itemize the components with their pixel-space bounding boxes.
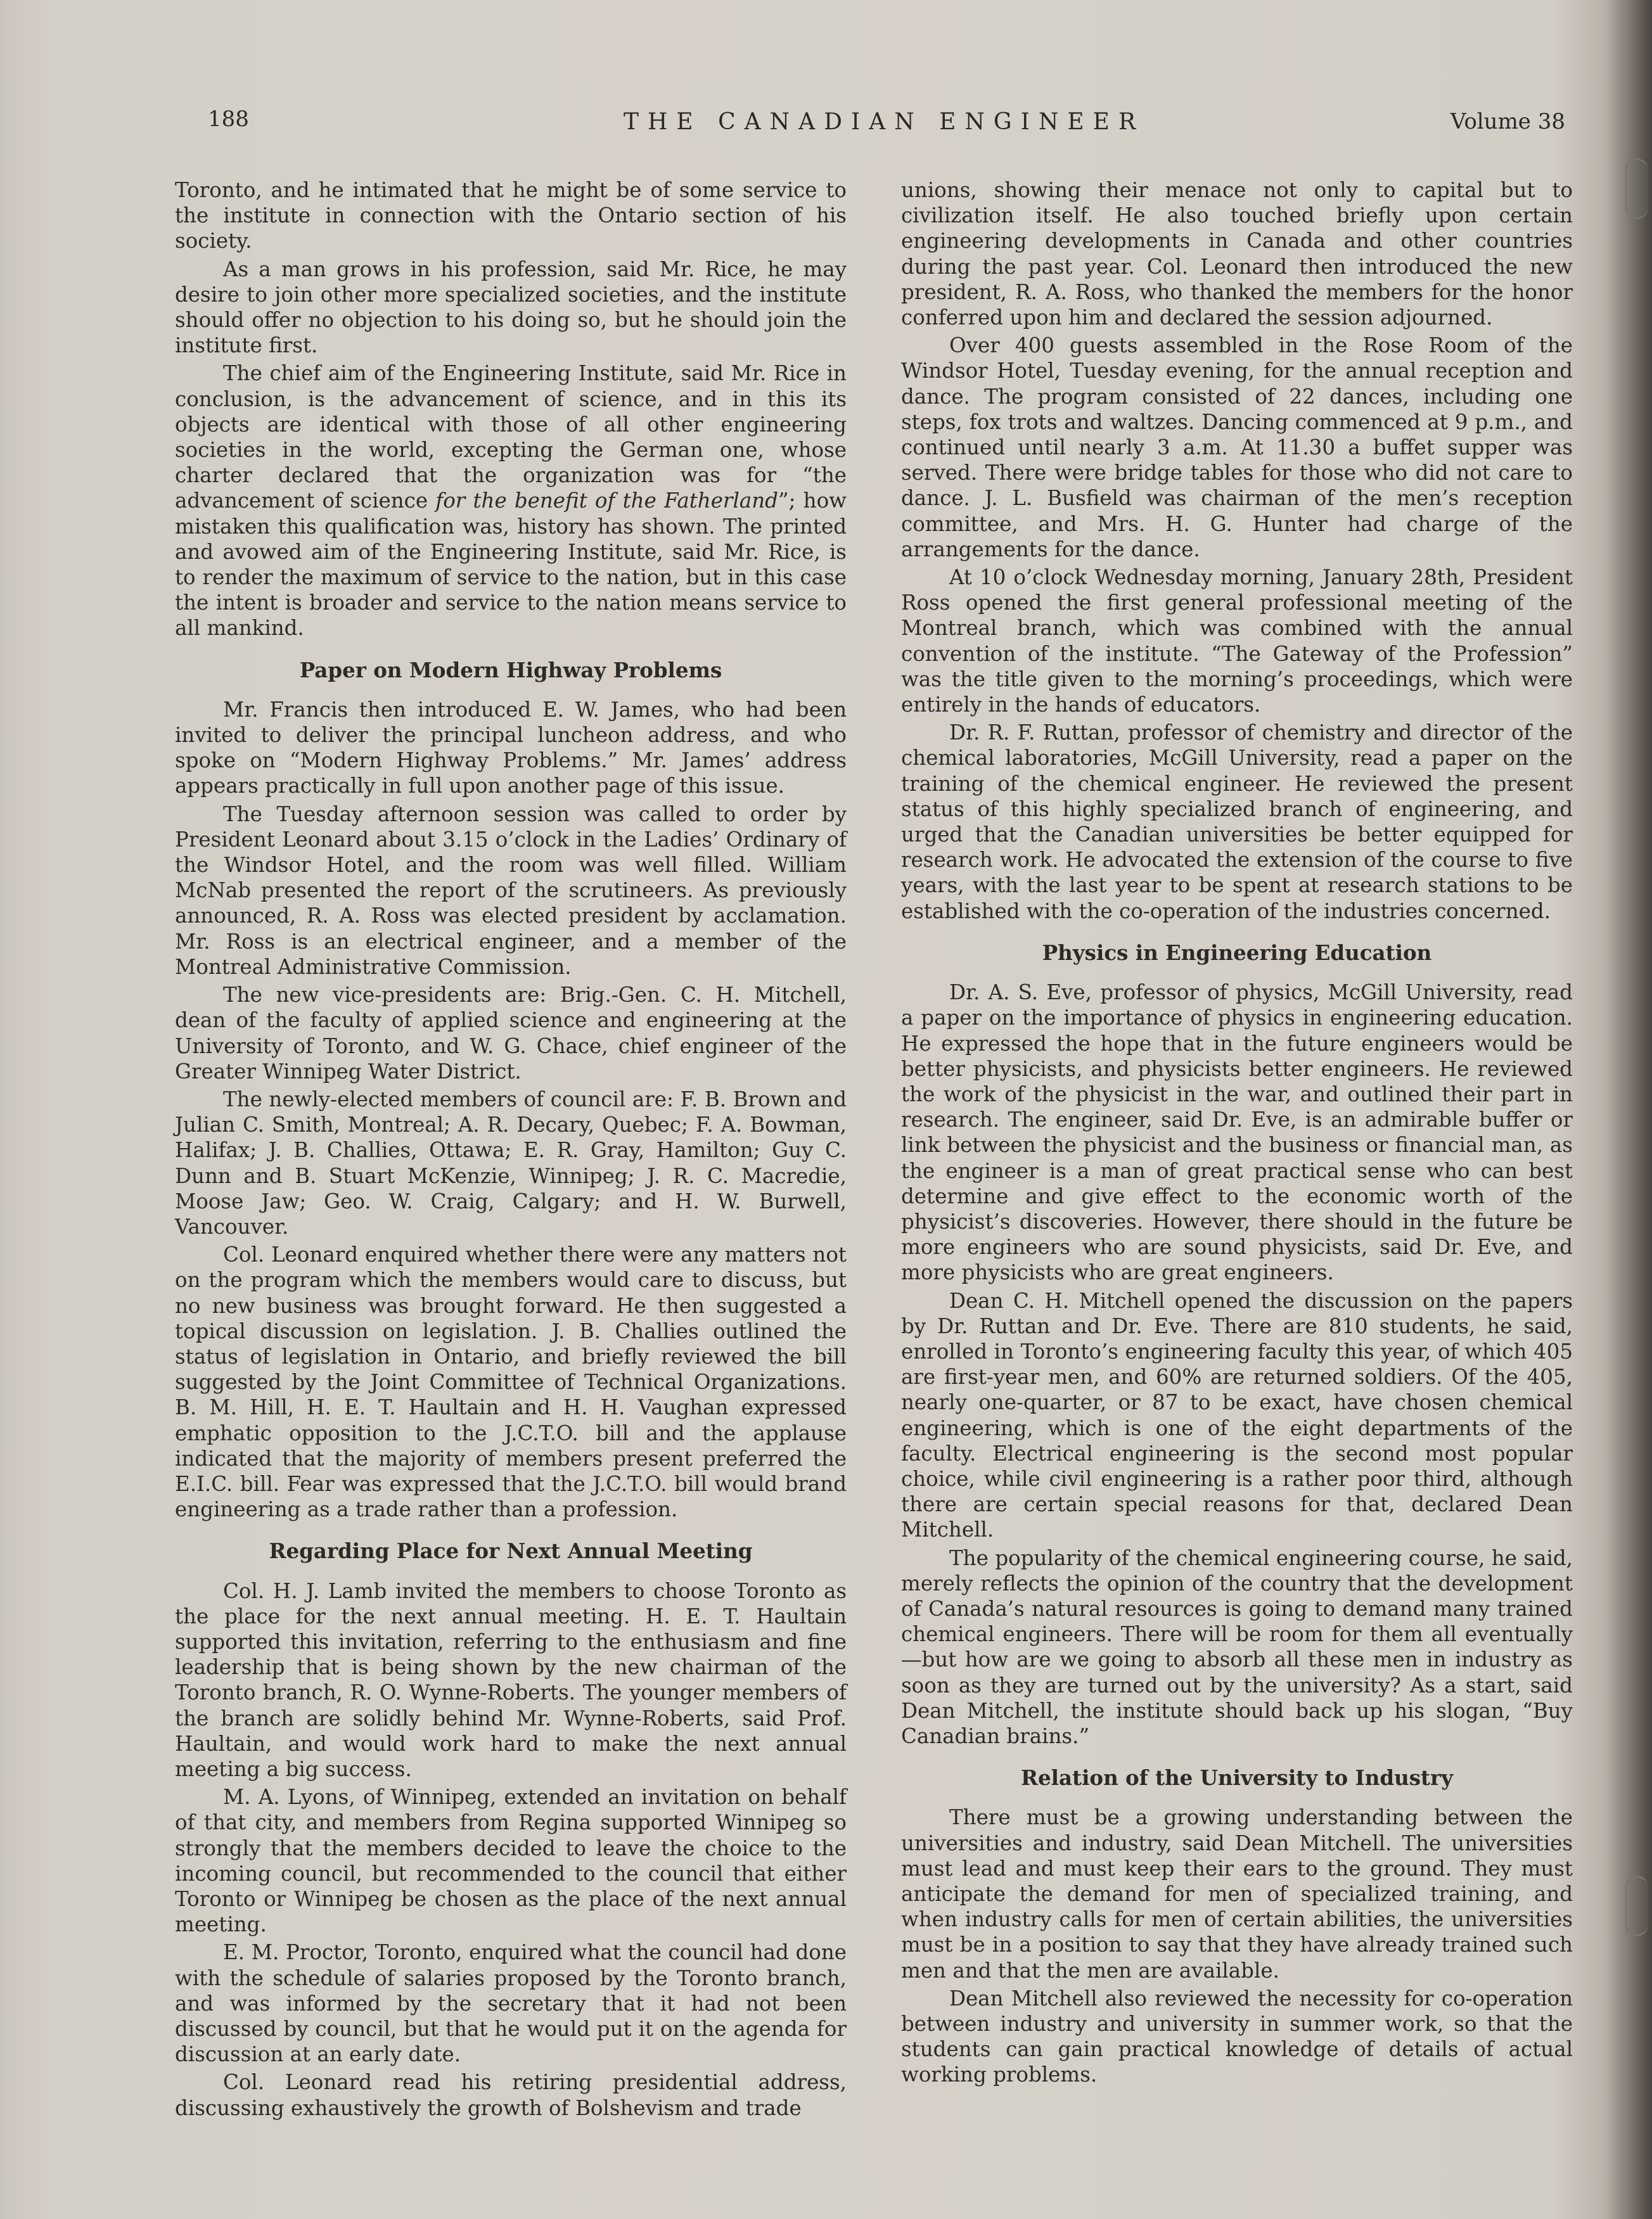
left-column bbox=[175, 177, 847, 2123]
italic-phrase: for the benefit of the Fatherland bbox=[435, 489, 778, 513]
section-heading: Physics in Engineering Education bbox=[1042, 940, 1432, 965]
paragraph: The new vice-presidents are: Brig.-Gen. C. H. Mitchell, dean of the faculty of applied science and engineering at the University of Toronto, and W. G. Chace, chief engineer of the Greater Winnipeg Water District. bbox=[175, 983, 847, 1084]
paragraph bbox=[175, 361, 847, 641]
paragraph: Dr. A. S. Eve, professor of physics, McGill University, read a paper on the importance of physics in engineering education. He expressed the hope that in the future engineers would be better physicists, and physicists better engineers. He reviewed the work of the physicist in the war, and outlined their part in research. The engineer, said Dr. Eve, is an admirable buffer or link between the physicist and the business or financial man, as the engineer is a man of great practical sense who can best determine and give effect to the economic worth of the physicist’s discoveries. However, there should in the future be more engineers who are sound physicists, said Dr. Eve, and more physicists who are great engineers. bbox=[901, 980, 1573, 1285]
paragraph: Dr. R. F. Ruttan, professor of chemistry and director of the chemical laboratories, McGill University, read a paper on the training of the chemical engineer. He reviewed the present status of this highly specialized branch of engineering, and urged that the Canadian universities be better equipped for research work. He advocated the extension of the course to five years, with the last year to be spent at research stations to be established with the co-operation of the industries concerned. bbox=[901, 720, 1573, 923]
paragraph: E. M. Proctor, Toronto, enquired what the council had done with the schedule of salaries proposed by the Toronto branch, and was informed by the secretary that it had not been discussed by council, but that he would put it on the agenda for discussion at an early date. bbox=[175, 1940, 847, 2067]
paragraph: Col. H. J. Lamb invited the members to choose Toronto as the place for the next annual meeting. H. E. T. Haultain supported this invitation, referring to the enthusiasm and fine leadership that is being shown by the new chairman of the Toronto branch, R. O. Wynne-Roberts. The younger members of the branch are solidly behind Mr. Wynne-Roberts, said Prof. Haultain, and would work hard to make the next annual meeting a big success. bbox=[175, 1578, 847, 1781]
paragraph: As a man grows in his profession, said Mr. Rice, he may desire to join other more specialized societies, and the institute should offer no objection to his doing so, but he should join the institute first. bbox=[175, 257, 847, 358]
text-run: The chief aim of the Engineering Institute, said Mr. Rice in conclusion, is the advancement of science, and in this its objects are identical with those of all other engineering societies in the world, excepting the German one, whose charter declared that the organization was for “the advancement of science bbox=[175, 361, 847, 513]
right-column bbox=[901, 177, 1573, 2090]
paragraph: The newly-elected members of council are: F. B. Brown and Julian C. Smith, Montreal; A. R. Decary, Quebec; F. A. Bowman, Halifax; J. B. Challies, Ottawa; E. R. Gray, Hamilton; Guy C. Dunn and B. Stuart McKenzie, Winnipeg; J. R. C. Macredie, Moose Jaw; Geo. W. Craig, Calgary; and H. W. Burwell, Vancouver. bbox=[175, 1087, 847, 1239]
paragraph: Toronto, and he intimated that he might be of some service to the institute in connection with the Ontario section of his society. bbox=[175, 178, 847, 253]
section-heading: Paper on Modern Highway Problems bbox=[299, 657, 722, 682]
page-number: 188 bbox=[208, 106, 249, 132]
paragraph: Col. Leonard read his retiring presidential address, discussing exhaustively the growth of Bolshevism and trade bbox=[175, 2070, 847, 2120]
journal-title: THE CANADIAN ENGINEER bbox=[623, 109, 1145, 135]
paragraph: Col. Leonard enquired whether there were any matters not on the program which the members would care to discuss, but no new business was brought forward. He then suggested a topical discussion on legislation. J. B. Challies outlined the status of legislation in Ontario, and briefly reviewed the bill suggested by the Joint Committee of Technical Organizations. B. M. Hill, H. E. T. Haultain and H. H. Vaughan expressed emphatic opposition to the J.C.T.O. bill and the applause indicated that the majority of members present preferred the E.I.C. bill. Fear was expressed that the J.C.T.O. bill would brand engineering as a trade rather than a profession. bbox=[175, 1243, 847, 1522]
paragraph: There must be a growing understanding between the universities and industry, said Dean Mitchell. The universities must lead and must keep their ears to the ground. They must anticipate the demand for men of specialized training, and when industry calls for men of certain abilities, the universities must be in a position to say that they have already trained such men and that the men are available. bbox=[901, 1805, 1573, 1983]
paragraph: The Tuesday afternoon session was called to order by President Leonard about 3.15 o’clock in the Ladies’ Ordinary of the Windsor Hotel, and the room was well filled. William McNab presented the report of the scrutineers. As previously announced, R. A. Ross was elected president by acclamation. Mr. Ross is an electrical engineer, and a member of the Montreal Administrative Commission. bbox=[175, 802, 847, 979]
section-heading: Relation of the University to Industry bbox=[1020, 1765, 1454, 1791]
section-heading: Regarding Place for Next Annual Meeting bbox=[269, 1538, 753, 1564]
paragraph: Dean Mitchell also reviewed the necessity for co-operation between industry and university in summer work, so that the students can gain practical knowledge of details of actual working problems. bbox=[901, 1986, 1573, 2087]
binder-clip-bottom bbox=[1625, 1876, 1648, 1936]
paragraph: Dean C. H. Mitchell opened the discussion on the papers by Dr. Ruttan and Dr. Eve. There are 810 students, he said, enrolled in Toronto’s engineering faculty this year, of which 405 are first-year men, and 60% are returned soldiers. Of the 405, nearly one-quarter, or 87 to be exact, have chosen chemical engineering, which is one of the eight departments of the faculty. Electrical engineering is the second most popular choice, while civil engineering is a rather poor third, although there are certain special reasons for that, declared Dean Mitchell. bbox=[901, 1288, 1573, 1542]
paragraph: unions, showing their menace not only to capital but to civilization itself. He also touched briefly upon certain engineering developments in Canada and other countries during the past year. Col. Leonard then introduced the new president, R. A. Ross, who thanked the members for the honor conferred upon him and declared the session adjourned. bbox=[901, 178, 1573, 330]
text-run: ”; how mistaken this qualification was, history has shown. The printed and avowed aim of the Engineering Institute, said Mr. Rice, is to render the maximum of service to the nation, but in this case the intent is broader and service to the nation means service to all mankind. bbox=[175, 489, 847, 641]
volume-label: Volume 38 bbox=[1450, 109, 1565, 134]
paragraph: Mr. Francis then introduced E. W. James, who had been invited to deliver the principal luncheon address, and who spoke on “Modern Highway Problems.” Mr. James’ address appears practically in full upon another page of this issue. bbox=[175, 697, 847, 798]
binder-clip-top bbox=[1625, 158, 1648, 219]
paragraph: Over 400 guests assembled in the Rose Room of the Windsor Hotel, Tuesday evening, for the annual reception and dance. The program consisted of 22 dances, including one steps, fox trots and waltzes. Dancing commenced at 9 p.m., and continued until nearly 3 a.m. At 11.30 a buffet supper was served. There were bridge tables for those who did not care to dance. J. L. Busfield was chairman of the men’s reception committee, and Mrs. H. G. Hunter had charge of the arrangements for the dance. bbox=[901, 333, 1573, 561]
paragraph: At 10 o’clock Wednesday morning, January 28th, President Ross opened the first general professional meeting of the Montreal branch, which was combined with the annual convention of the institute. “The Gateway of the Profession” was the title given to the morning’s proceedings, which were entirely in the hands of educators. bbox=[901, 565, 1573, 717]
page-header bbox=[203, 106, 1565, 144]
paragraph: M. A. Lyons, of Winnipeg, extended an invitation on behalf of that city, and members from Regina supported Winnipeg so strongly that the members decided to leave the choice to the incoming council, but recommended to the council that either Toronto or Winnipeg be chosen as the place of the next annual meeting. bbox=[175, 1785, 847, 1937]
paragraph: The popularity of the chemical engineering course, he said, merely reflects the opinion of the country that the development of Canada’s natural resources is going to demand many trained chemical engineers. There will be room for them all eventually—but how are we going to absorb all these men in industry as soon as they are turned out by the university? As a start, said Dean Mitchell, the institute should back up his slogan, “Buy Canadian brains.” bbox=[901, 1545, 1573, 1748]
